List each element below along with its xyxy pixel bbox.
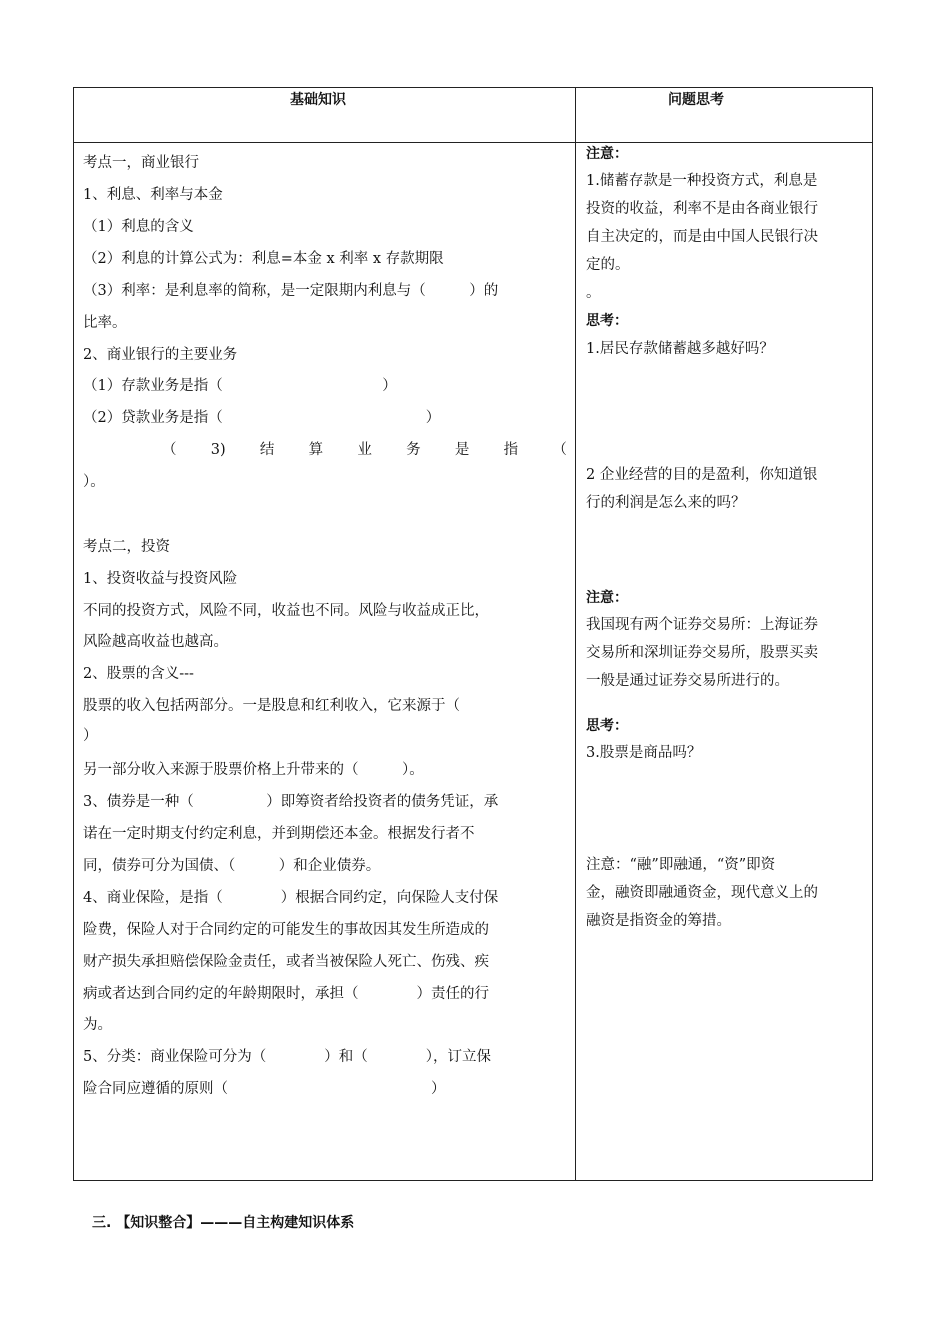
word: 业 [357,442,372,458]
left-line: （3）利率：是利息率的简称，是一定限期内利息与（ ）的 [83,283,499,299]
left-line: 考点二，投资 [83,539,170,555]
left-line: 3、债券是一种（ ）即筹资者给投资者的债务凭证，承 [83,794,499,810]
word: （ [552,442,567,458]
right-line: 2 企业经营的目的是盈利，你知道银 [586,467,818,483]
section-heading-knowledge-integration: 三. 【知识整合】———自主构建知识体系 [92,1215,355,1231]
left-line: 财产损失承担赔偿保险金责任，或者当被保险人死亡、伤残、疾 [83,954,489,970]
left-line: 同，债券可分为国债、（ ）和企业债券。 [83,858,381,874]
right-line: 交易所和深圳证券交易所，股票买卖 [586,645,818,661]
word: 3) [210,442,226,458]
left-line: 风险越高收益也越高。 [83,634,228,650]
note-heading: 注意： [586,590,628,606]
left-line: 另一部分收入来源于股票价格上升带来的（ ）。 [83,762,424,778]
left-line: 考点一，商业银行 [83,155,199,171]
right-line: 注意：“融”即融通，“资”即资 [586,857,776,873]
header-basic-knowledge: 基础知识 [290,92,346,108]
right-line: 行的利润是怎么来的吗？ [586,495,746,511]
left-line: 1、投资收益与投资风险 [83,571,238,587]
left-line: 股票的收入包括两部分。一是股息和红利收入，它来源于（ [83,698,460,714]
left-line-justified [162,440,567,460]
word: （ [162,442,177,458]
right-line: 融资是指资金的筹措。 [586,913,731,929]
right-line: 投资的收益，利率不是由各商业银行 [586,201,818,217]
header-divider [73,142,873,143]
word: 结 [259,442,275,458]
word: 算 [308,442,324,458]
note-heading: 注意： [586,146,628,162]
left-line: 险费，保险人对于合同约定的可能发生的事故因其发生所造成的 [83,922,489,938]
left-line: 2、股票的含义--- [83,666,194,682]
right-line: 3.股票是商品吗？ [586,745,702,761]
right-line: 1.居民存款储蓄越多越好吗？ [586,341,774,357]
right-line: 定的。 [586,257,630,273]
word: 务 [406,442,421,458]
right-line: 。 [586,285,601,301]
think-heading: 思考： [586,313,628,329]
think-heading: 思考： [586,718,628,734]
left-line: ）。 [83,474,105,490]
left-line: 2、商业银行的主要业务 [83,347,238,363]
left-line: 1、利息、利率与本金 [83,187,223,203]
word: 是 [454,442,470,458]
left-line: （2）贷款业务是指（ ） [83,410,441,426]
left-line: 4、商业保险，是指（ ）根据合同约定，向保险人支付保 [83,890,499,906]
left-line: 诺在一定时期支付约定利息，并到期偿还本金。根据发行者不 [83,826,475,842]
left-line: （1）利息的含义 [83,219,194,235]
left-line: ） [83,728,98,744]
header-question-thinking: 问题思考 [668,92,724,108]
column-divider [575,87,576,1181]
left-line: （1）存款业务是指（ ） [83,378,397,394]
right-line: 我国现有两个证券交易所：上海证券 [586,617,818,633]
left-line: （2）利息的计算公式为：利息=本金 x 利率 x 存款期限 [83,251,444,267]
left-line: 比率。 [83,315,127,331]
left-line: 险合同应遵循的原则（ ） [83,1081,446,1097]
left-line: 病或者达到合同约定的年龄期限时，承担（ ）责任的行 [83,986,489,1002]
left-line: 5、分类：商业保险可分为（ ）和（ ），订立保 [83,1049,491,1065]
left-line: 为。 [83,1017,112,1033]
right-line: 1.储蓄存款是一种投资方式，利息是 [586,173,818,189]
word: 指 [503,442,519,458]
right-line: 自主决定的，而是由中国人民银行决 [586,229,818,245]
left-line: 不同的投资方式，风险不同，收益也不同。风险与收益成正比， [83,603,489,619]
right-line: 一般是通过证券交易所进行的。 [586,673,789,689]
right-line: 金，融资即融通资金，现代意义上的 [586,885,818,901]
